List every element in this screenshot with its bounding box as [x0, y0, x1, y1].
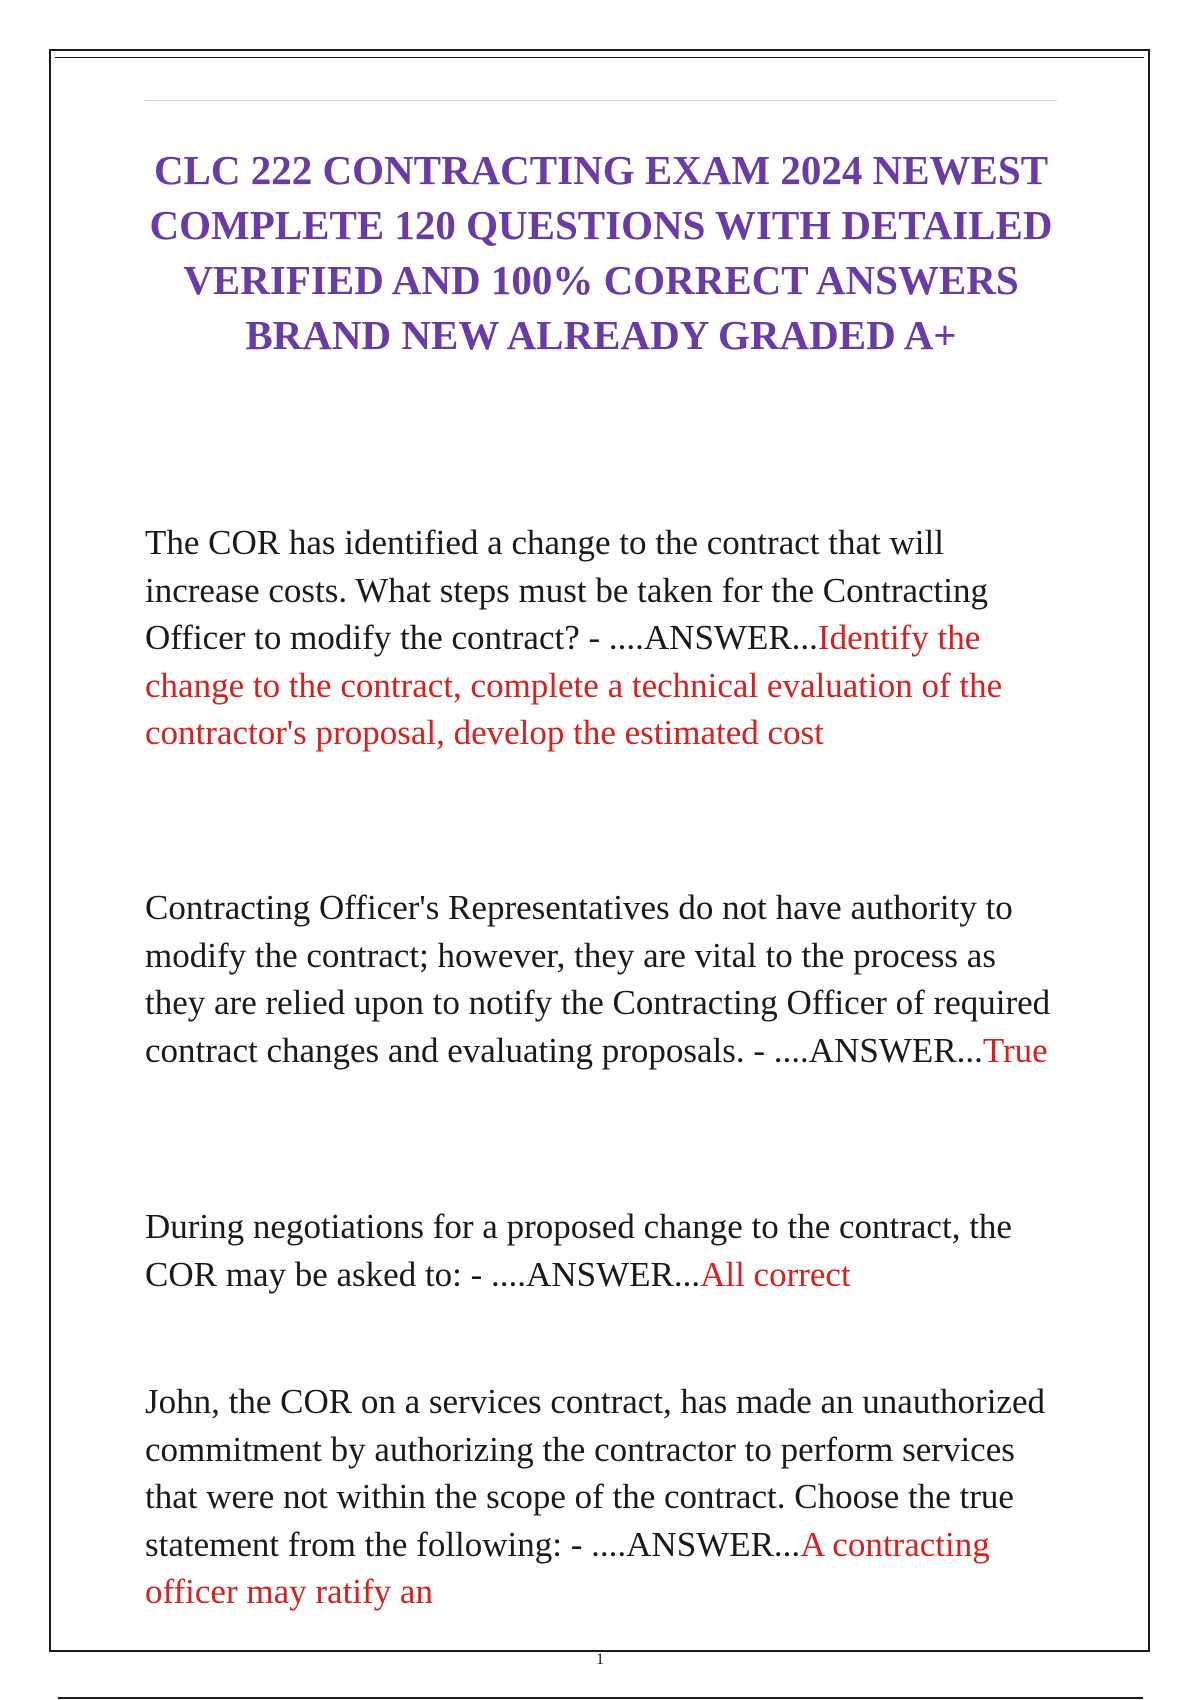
footer-rule [58, 1697, 1143, 1699]
answer-text: A contracting officer may ratify an [145, 1524, 990, 1611]
qa-item-2 [145, 884, 1060, 1074]
question-text: John, the COR on a services contract, has made an unauthorized commitment by authorizing the contractor to perform services that were not within the scope of the contract. Choose the true statement from the following: - ....ANSWER... [145, 1382, 1046, 1564]
page-number: 1 [596, 1651, 604, 1668]
question-text: During negotiations for a proposed change to the contract, the COR may be asked to: - ....ANSWER... [145, 1207, 1012, 1294]
qa-item-3 [145, 1203, 1060, 1298]
answer-text: True [982, 1030, 1048, 1070]
qa-item-1 [145, 519, 1060, 757]
question-text: Contracting Officer's Representatives do not have authority to modify the contract; however, they are vital to the process as they are relied upon to notify the Contracting Officer of required contract changes and evaluating proposals. - ....ANSWER... [145, 888, 1051, 1070]
page-frame-inner-rule [55, 57, 1144, 58]
header-rule [145, 100, 1057, 101]
answer-text: All correct [700, 1254, 851, 1294]
document-title: CLC 222 CONTRACTING EXAM 2024 NEWEST COMPLETE 120 QUESTIONS WITH DETAILED VERIFIED AND 100% CORRECT ANSWERS BRAND NEW ALREADY GRADED A+ [149, 147, 1053, 358]
answer-text: Identify the change to the contract, complete a technical evaluation of the contractor's proposal, develop the estimated cost [145, 618, 1003, 752]
question-text: The COR has identified a change to the contract that will increase costs. What steps must be taken for the Contracting Officer to modify the contract? - ....ANSWER... [145, 523, 989, 657]
qa-item-4 [145, 1378, 1060, 1616]
